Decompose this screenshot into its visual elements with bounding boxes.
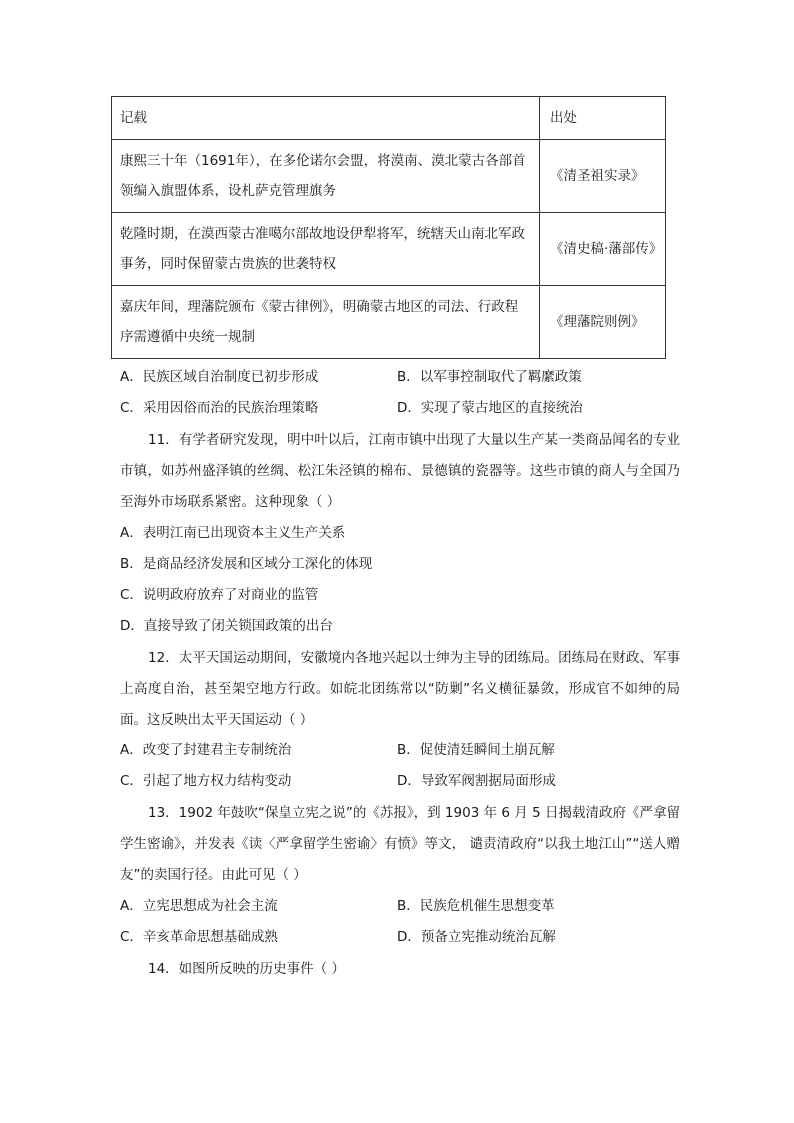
q12-option-a[interactable]: A．改变了封建君主专制统治 [120,742,292,758]
q12-option-c[interactable]: C．引起了地方权力结构变动 [120,773,292,789]
table-row [112,140,666,213]
q13-option-a[interactable]: A．立宪思想成为社会主流 [120,898,278,914]
q13-stem: 13．1902 年鼓吹“保皇立宪之说”的《苏报》，到 1903 年 6 月 5 日揭载清政府《严拿留学生密谕》，并发表《读〈严拿留学生密谕〉有愤》等文， 谴责清政府“以我土地江山”“送人赠友”的卖国行径。由此可见（ ） [120,805,680,883]
q11-option-b[interactable]: B．是商品经济发展和区域分工深化的体现 [120,556,373,572]
table-header-source: 出处 [540,97,666,140]
table-cell-source: 《清圣祖实录》 [540,140,666,213]
q13-option-d[interactable]: D．预备立宪推动统治瓦解 [397,929,556,945]
q13-option-c[interactable]: C．辛亥革命思想基础成熟 [120,929,278,945]
q11-option-c[interactable]: C．说明政府放弃了对商业的监管 [120,587,319,603]
table-row [112,213,666,286]
table-header-row [112,97,666,140]
table-row [112,286,666,359]
q12-option-d[interactable]: D．导致军阀割据局面形成 [397,773,556,789]
table-cell-source: 《理藩院则例》 [540,286,666,359]
q12-stem: 12．太平天国运动期间，安徽境内各地兴起以士绅为主导的团练局。团练局在财政、军事上高度自治，甚至架空地方行政。如皖北团练常以“防剿”名义横征暴敛，形成官不如绅的局面。这反映出太平天国运动（ ） [120,650,680,728]
table-cell-source: 《清史稿·藩部传》 [540,213,666,286]
q14-stem: 14．如图所反映的历史事件（ ） [148,961,345,977]
q11-option-d[interactable]: D．直接导致了闭关锁国政策的出台 [120,618,333,634]
q10-option-a[interactable]: A．民族区域自治制度已初步形成 [120,369,319,385]
table-cell-record: 乾隆时期，在漠西蒙古准噶尔部故地设伊犁将军，统辖天山南北军政事务，同时保留蒙古贵族的世袭特权 [112,213,540,286]
q11-option-a[interactable]: A．表明江南已出现资本主义生产关系 [120,525,346,541]
q10-option-d[interactable]: D．实现了蒙古地区的直接统治 [397,400,583,416]
q10-option-c[interactable]: C．采用因俗而治的民族治理策略 [120,400,319,416]
q12-option-b[interactable]: B．促使清廷瞬间土崩瓦解 [397,742,555,758]
table-header-record: 记载 [112,97,540,140]
table-cell-record: 康熙三十年（1691年），在多伦诺尔会盟，将漠南、漠北蒙古各部首领编入旗盟体系，设札萨克管理旗务 [112,140,540,213]
table-cell-record: 嘉庆年间，理藩院颁布《蒙古律例》，明确蒙古地区的司法、行政程序需遵循中央统一规制 [112,286,540,359]
q13-option-b[interactable]: B．民族危机催生思想变革 [397,898,555,914]
q10-option-b[interactable]: B．以军事控制取代了羁縻政策 [397,369,582,385]
record-table [111,96,666,359]
q11-stem: 11．有学者研究发现，明中叶以后，江南市镇中出现了大量以生产某一类商品闻名的专业市镇，如苏州盛泽镇的丝绸、松江朱泾镇的棉布、景德镇的瓷器等。这些市镇的商人与全国乃至海外市场联系紧密。这种现象（ ） [120,432,680,510]
